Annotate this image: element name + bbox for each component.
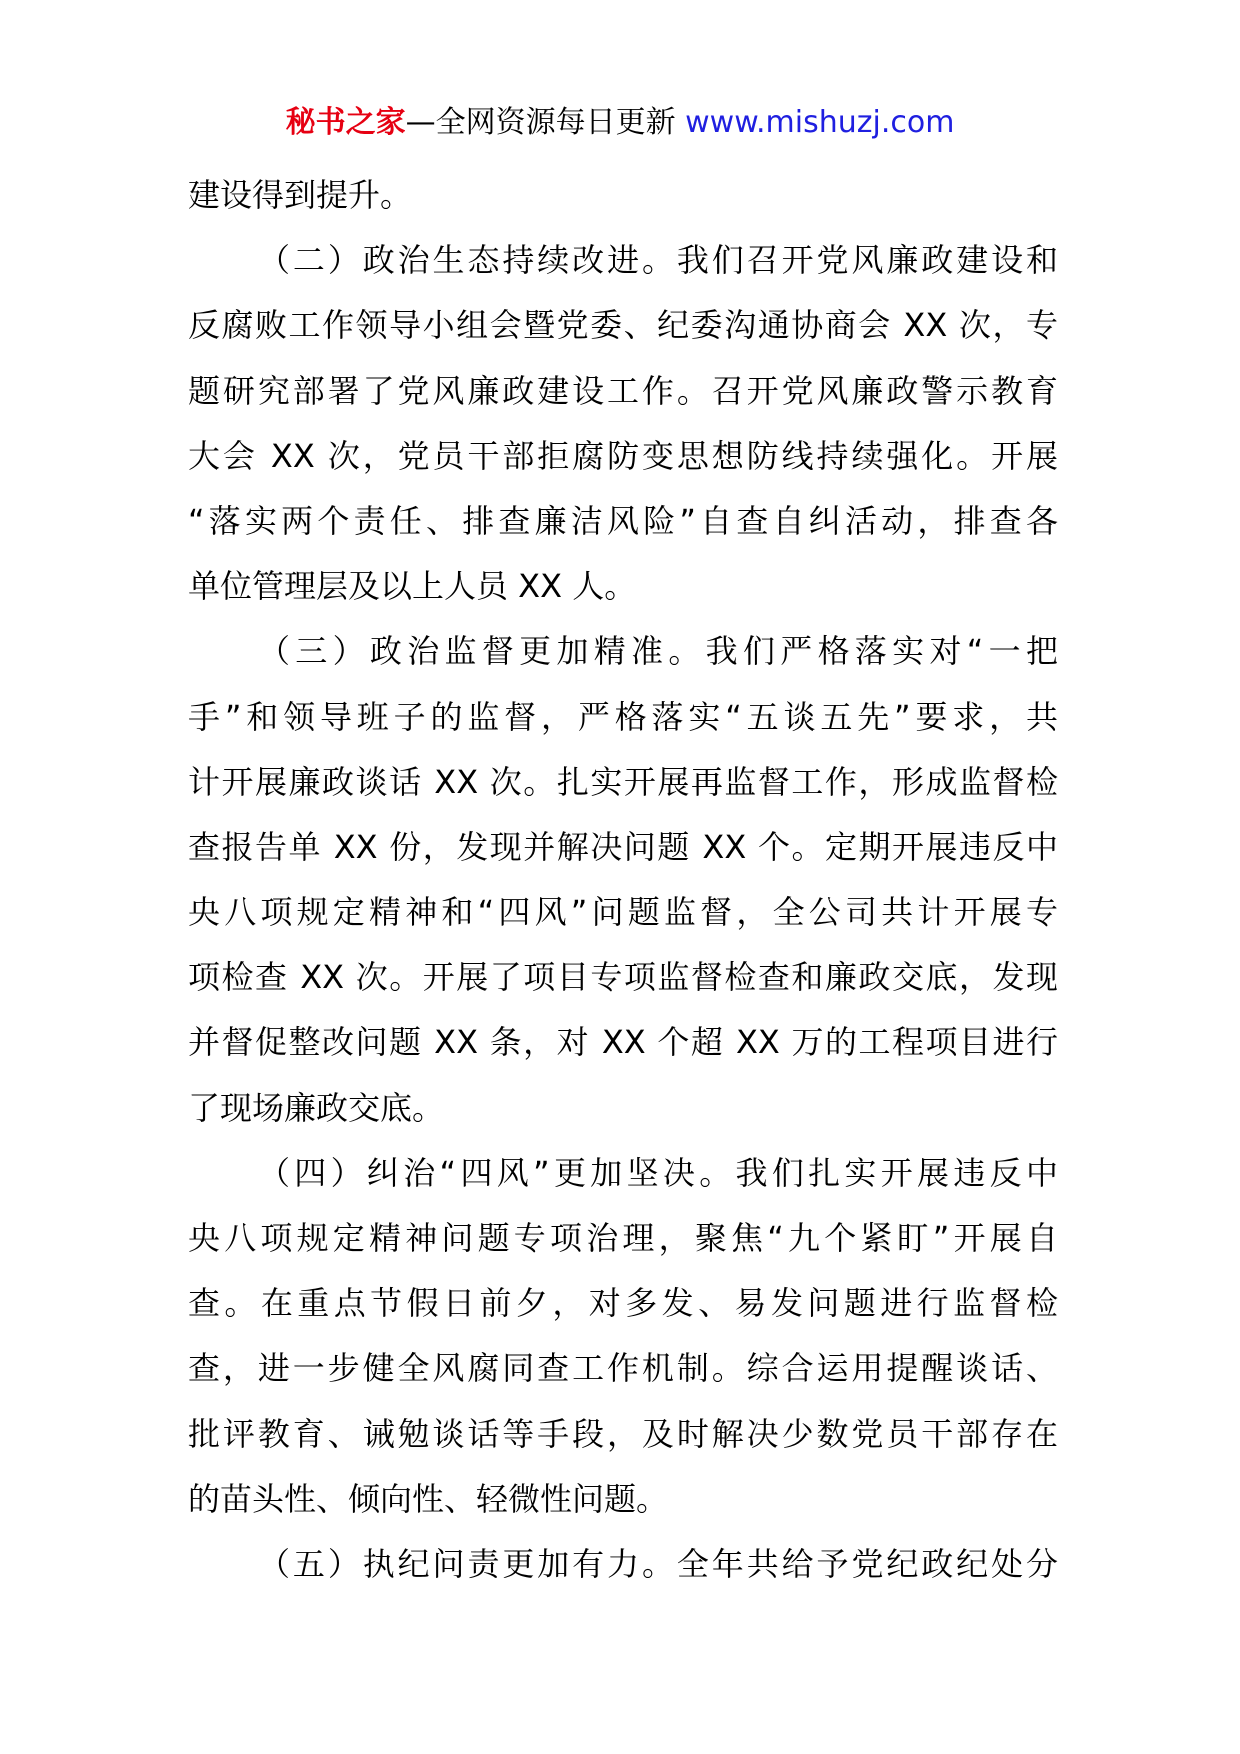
text-line: 批评教育、诫勉谈话等手段，及时解决少数党员干部存在: [188, 1414, 1058, 1453]
document-body: [188, 163, 1058, 1597]
paragraph-first-line: （五）执纪问责更加有力。全年共给予党纪政纪处分: [258, 1544, 1058, 1583]
text-line: 查报告单 XX 份，发现并解决问题 XX 个。定期开展违反中: [188, 827, 1058, 866]
text-line: “落实两个责任、排查廉洁风险”自查自纠活动，排查各: [188, 501, 1058, 540]
text-line: 计开展廉政谈话 XX 次。扎实开展再监督工作，形成监督检: [188, 762, 1058, 801]
brand-name: 秘书之家: [285, 105, 406, 140]
text-line: 查，进一步健全风腐同查工作机制。综合运用提醒谈话、: [188, 1349, 1058, 1388]
paragraph-first-line: （四）纠治“四风”更加坚决。我们扎实开展违反中: [258, 1153, 1058, 1192]
text-line: 反腐败工作领导小组会暨党委、纪委沟通协商会 XX 次，专: [188, 306, 1058, 345]
text-line: 并督促整改问题 XX 条，对 XX 个超 XX 万的工程项目进行: [188, 1023, 1058, 1062]
paragraph-first-line: （三）政治监督更加精准。我们严格落实对“一把: [258, 632, 1058, 671]
text-line: 央八项规定精神问题专项治理，聚焦“九个紧盯”开展自: [188, 1219, 1058, 1257]
text-line: 题研究部署了党风廉政建设工作。召开党风廉政警示教育: [188, 371, 1058, 410]
text-line: 了现场廉政交底。: [188, 1088, 445, 1127]
text-line: 手”和领导班子的监督，严格落实“五谈五先”要求，共: [188, 697, 1058, 736]
paragraph-first-line: （二）政治生态持续改进。我们召开党风廉政建设和: [258, 241, 1058, 280]
text-line: 的苗头性、倾向性、轻微性问题。: [188, 1479, 669, 1518]
website-url[interactable]: www.mishuzj.com: [685, 105, 955, 140]
text-line: 建设得到提升。: [188, 176, 413, 214]
text-line: 大会 XX 次，党员干部拒腐防变思想防线持续强化。开展: [188, 436, 1058, 475]
text-line: 央八项规定精神和“四风”问题监督，全公司共计开展专: [188, 893, 1058, 932]
header-slogan: —全网资源每日更新: [405, 105, 676, 140]
watermark-header: [0, 103, 1240, 143]
text-line: 项检查 XX 次。开展了项目专项监督检查和廉政交底，发现: [188, 958, 1058, 997]
text-line: 单位管理层及以上人员 XX 人。: [188, 567, 637, 606]
text-line: 查。在重点节假日前夕，对多发、易发问题进行监督检: [188, 1284, 1058, 1323]
